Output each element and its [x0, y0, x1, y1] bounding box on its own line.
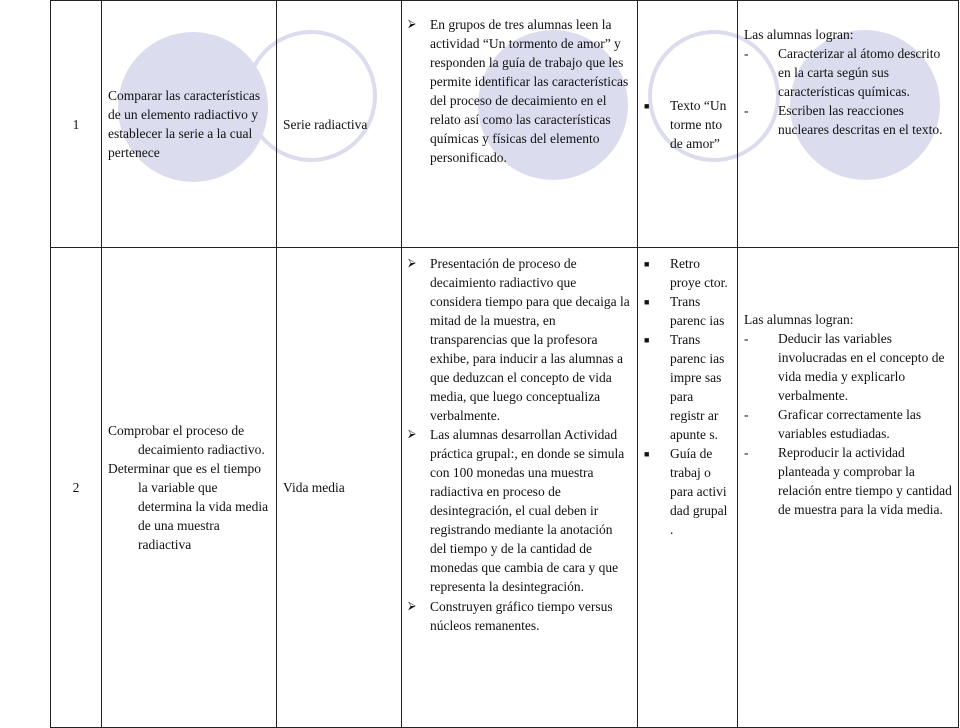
table-row-1: [51, 1, 959, 248]
objective-text: Comprobar el proceso de decaimiento radiactivo.: [108, 423, 265, 457]
resources-cell: [638, 248, 738, 728]
square-bullet-icon: ■: [644, 297, 650, 307]
resource-item: ■ Guía de trabaj o para activi dad grupal .: [644, 446, 728, 537]
resource-item: ■ Retro proye ctor.: [644, 256, 728, 290]
lesson-plan-table: [50, 0, 959, 728]
arrow-bullet-icon: ⮚: [408, 600, 416, 612]
objective-text: Determinar que es el tiempo la variable que determina la vida media de una muestra radiactiva: [108, 461, 269, 552]
arrow-bullet-icon: ⮚: [408, 428, 416, 440]
outcomes-intro: Las alumnas logran:: [744, 312, 854, 327]
objective-cell: [102, 1, 277, 248]
activity-item: ⮚ Presentación de proceso de decaimiento radiactivo que considera tiempo para que decaiga la mitad de la muestra, en transparencias que la profesora exhibe, para inducir a las alumnas a que deduzcan el concepto de vida media, que luego conceptualiza verbalmente.: [408, 256, 630, 423]
activities-cell: [402, 1, 638, 248]
row-number: 1: [51, 1, 102, 248]
outcome-item: - Deducir las variables involucradas en el concepto de vida media y explicarlo verbalmente.: [744, 331, 945, 403]
resource-item: ■ Trans parenc ias: [644, 294, 725, 328]
outcome-item: - Graficar correctamente las variables estudiadas.: [744, 407, 922, 441]
content-cell: Serie radiactiva: [277, 1, 402, 248]
activities-cell: [402, 248, 638, 728]
resource-item: ■ Trans parenc ias impre sas para registr ar apunte s.: [644, 332, 725, 442]
outcomes-cell: [738, 248, 959, 728]
resource-item: ■ Texto “Un torme nto de amor”: [644, 97, 727, 151]
table-row-2: [51, 248, 959, 728]
objective-cell: [102, 248, 277, 728]
activity-item: ⮚ Las alumnas desarrollan Actividad práctica grupal:, en donde se simula con 100 monedas una muestra radiactiva en proceso de desintegración, el cual deben ir registrando mediante la anotación del tiempo y de la cantidad de monedas que cambia de cara y que representa la desintegración.: [408, 427, 625, 594]
square-bullet-icon: ■: [644, 335, 650, 345]
square-bullet-icon: ■: [644, 259, 650, 269]
outcomes-intro: Las alumnas logran:: [744, 27, 854, 42]
resources-cell: [638, 1, 738, 248]
outcome-item: - Reproducir la actividad planteada y comprobar la relación entre tiempo y cantidad de muestra para la vida media.: [744, 445, 952, 517]
activity-item: ⮚ En grupos de tres alumnas leen la actividad “Un tormento de amor” y responden la guía de trabajo que les permite identificar las características del proceso de decaimiento en el relato así como las características químicas y físicas del elemento personificado.: [408, 17, 629, 165]
outcome-item: - Escriben las reacciones nucleares descritas en el texto.: [744, 103, 943, 137]
activity-item: ⮚ Construyen gráfico tiempo versus núcleos remanentes.: [408, 599, 613, 633]
content-cell: Vida media: [277, 248, 402, 728]
square-bullet-icon: ■: [644, 100, 650, 111]
objective-text: Comparar las características de un elemento radiactivo y establecer la serie a la cual pertenece: [108, 88, 261, 160]
row-number: 2: [51, 248, 102, 728]
arrow-bullet-icon: ⮚: [408, 257, 416, 269]
outcomes-cell: [738, 1, 959, 248]
arrow-bullet-icon: ⮚: [408, 18, 416, 30]
square-bullet-icon: ■: [644, 449, 650, 459]
outcome-item: - Caracterizar al átomo descrito en la carta según sus características químicas.: [744, 46, 941, 99]
